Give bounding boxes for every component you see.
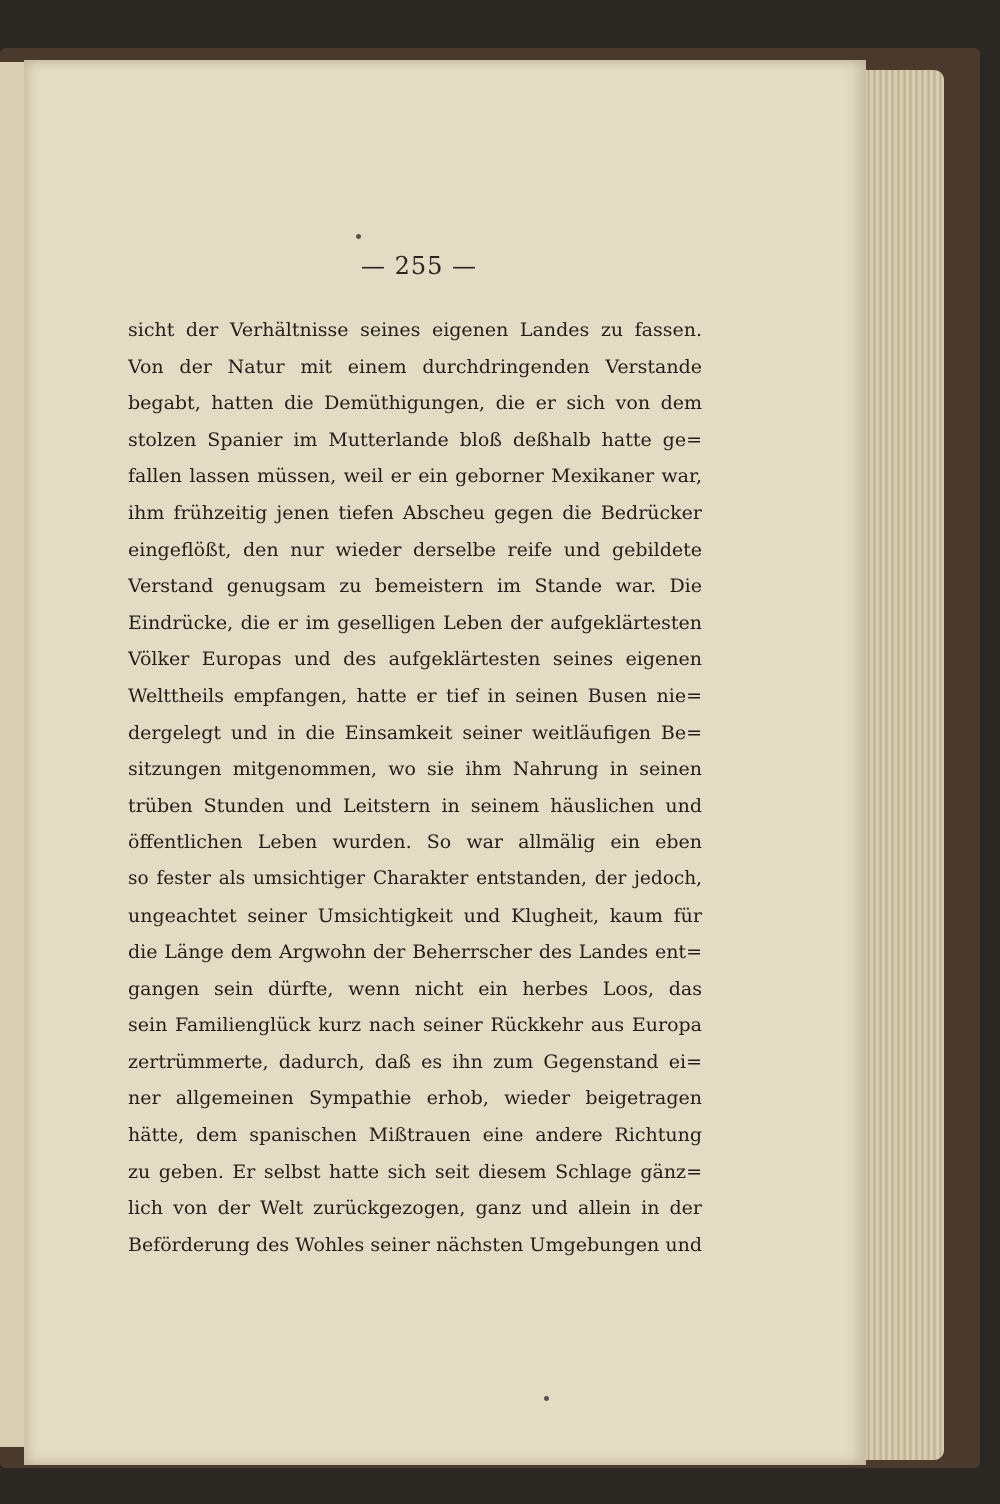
- text-line: Von der Natur mit einem durchdringenden Verstande: [128, 355, 702, 378]
- book-page: [24, 60, 866, 1465]
- text-line: trüben Stunden und Leitstern in seinem häuslichen und: [128, 794, 702, 817]
- text-line: eingeflößt, den nur wieder derselbe reife und gebildete: [128, 538, 702, 561]
- page-stack-edges: [858, 70, 944, 1460]
- text-line: zu geben. Er selbst hatte sich seit diesem Schlage gänz=: [128, 1160, 702, 1183]
- text-line: die Länge dem Argwohn der Beherrscher des Landes ent=: [128, 941, 702, 964]
- text-line: Eindrücke, die er im geselligen Leben der aufgeklärtesten: [128, 611, 702, 634]
- text-line: begabt, hatten die Demüthigungen, die er sich von dem: [128, 392, 702, 415]
- text-line: Verstand genugsam zu bemeistern im Stande war. Die: [128, 575, 702, 598]
- text-line: sein Familienglück kurz nach seiner Rückkehr aus Europa: [128, 1014, 702, 1037]
- text-line: dergelegt und in die Einsamkeit seiner weitläufigen Be=: [128, 721, 702, 744]
- text-line: Beförderung des Wohles seiner nächsten Umgebungen und: [128, 1233, 702, 1256]
- ink-speck: [356, 234, 361, 239]
- text-line: hätte, dem spanischen Mißtrauen eine andere Richtung: [128, 1124, 702, 1147]
- text-line: gangen sein dürfte, wenn nicht ein herbes Loos, das: [128, 977, 702, 1000]
- text-line: sitzungen mitgenommen, wo sie ihm Nahrung in seinen: [128, 758, 702, 781]
- page-number: — 255 —: [360, 252, 478, 280]
- text-line: zertrümmerte, dadurch, daß es ihn zum Gegenstand ei=: [128, 1050, 702, 1073]
- text-line: öffentlichen Leben wurden. So war allmälig ein eben: [128, 831, 702, 854]
- text-line: lich von der Welt zurückgezogen, ganz und allein in der: [128, 1197, 702, 1220]
- text-line: Welttheils empfangen, hatte er tief in seinen Busen nie=: [128, 684, 702, 707]
- body-text: [128, 312, 702, 1263]
- facing-page-edge: [0, 62, 26, 1447]
- text-line: stolzen Spanier im Mutterlande bloß deßhalb hatte ge=: [128, 428, 702, 451]
- text-line: sicht der Verhältnisse seines eigenen Landes zu fassen.: [128, 319, 702, 341]
- text-line: ungeachtet seiner Umsichtigkeit und Klugheit, kaum für: [128, 904, 702, 927]
- text-line: fallen lassen müssen, weil er ein geborner Mexikaner war,: [128, 465, 702, 488]
- text-line: ner allgemeinen Sympathie erhob, wieder beigetragen: [128, 1087, 702, 1110]
- text-line: Völker Europas und des aufgeklärtesten seines eigenen: [128, 648, 702, 671]
- text-line: ihm frühzeitig jenen tiefen Abscheu gegen die Bedrücker: [128, 501, 702, 524]
- text-line: so fester als umsichtiger Charakter entstanden, der jedoch,: [128, 867, 702, 889]
- ink-speck: [544, 1396, 549, 1401]
